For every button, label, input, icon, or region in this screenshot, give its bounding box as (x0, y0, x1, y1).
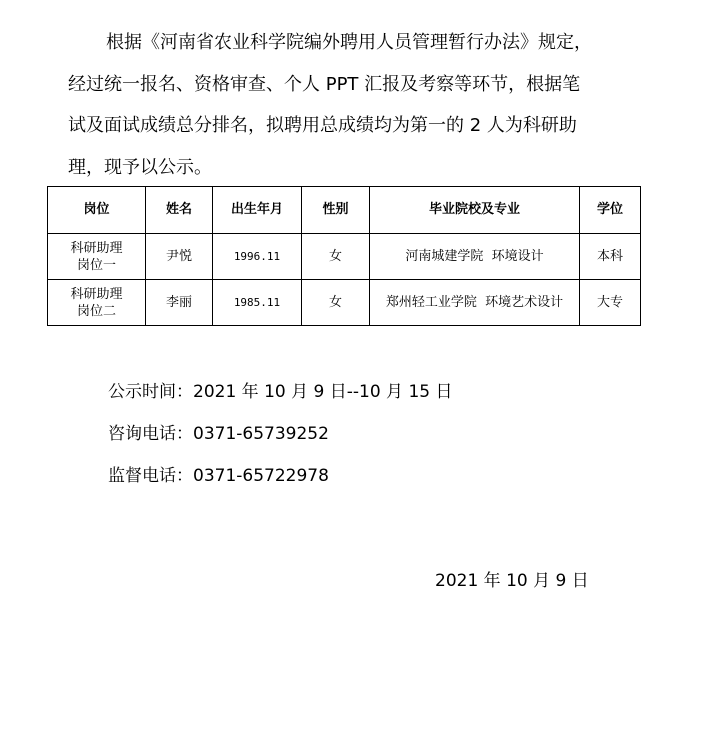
cell-school-major: 郑州轻工业学院 环境艺术设计 (370, 280, 580, 326)
cell-position (48, 234, 146, 280)
position-line: 岗位一 (76, 257, 116, 273)
notice-paragraph (68, 22, 648, 188)
notice-line: 理，现予以公示。 (68, 156, 212, 178)
cell-birth: 1985.11 (213, 280, 302, 326)
cell-degree: 本科 (580, 234, 641, 280)
table-header-row (48, 187, 641, 234)
position-line: 科研助理 (70, 286, 123, 302)
notice-line: 经过统一报名、资格审查、个人 PPT 汇报及考察等环节，根据笔 (68, 73, 581, 95)
header-name: 姓名 (146, 187, 213, 234)
cell-degree: 大专 (580, 280, 641, 326)
cell-school-major: 河南城建学院 环境设计 (370, 234, 580, 280)
table-row (48, 280, 641, 326)
publicity-period: 公示时间：2021 年 10 月 9 日--10 月 15 日 (108, 382, 453, 402)
sign-date: 2021 年 10 月 9 日 (435, 571, 589, 591)
hire-table (47, 186, 641, 326)
header-school-major: 毕业院校及专业 (370, 187, 580, 234)
header-position: 岗位 (48, 187, 146, 234)
supervise-phone: 监督电话：0371-65722978 (108, 466, 329, 486)
header-birth: 出生年月 (213, 187, 302, 234)
position-line: 岗位二 (76, 303, 116, 319)
cell-name: 尹悦 (146, 234, 213, 280)
cell-position (48, 280, 146, 326)
position-line: 科研助理 (70, 240, 123, 256)
cell-gender: 女 (302, 280, 370, 326)
table-row (48, 234, 641, 280)
cell-name: 李丽 (146, 280, 213, 326)
cell-birth: 1996.11 (213, 234, 302, 280)
header-gender: 性别 (302, 187, 370, 234)
notice-line: 试及面试成绩总分排名，拟聘用总成绩均为第一的 2 人为科研助 (68, 115, 577, 136)
header-degree: 学位 (580, 187, 641, 234)
notice-line: 根据《河南省农业科学院编外聘用人员管理暂行办法》规定， (106, 32, 592, 53)
consult-phone: 咨询电话：0371-65739252 (108, 424, 329, 444)
cell-gender: 女 (302, 234, 370, 280)
